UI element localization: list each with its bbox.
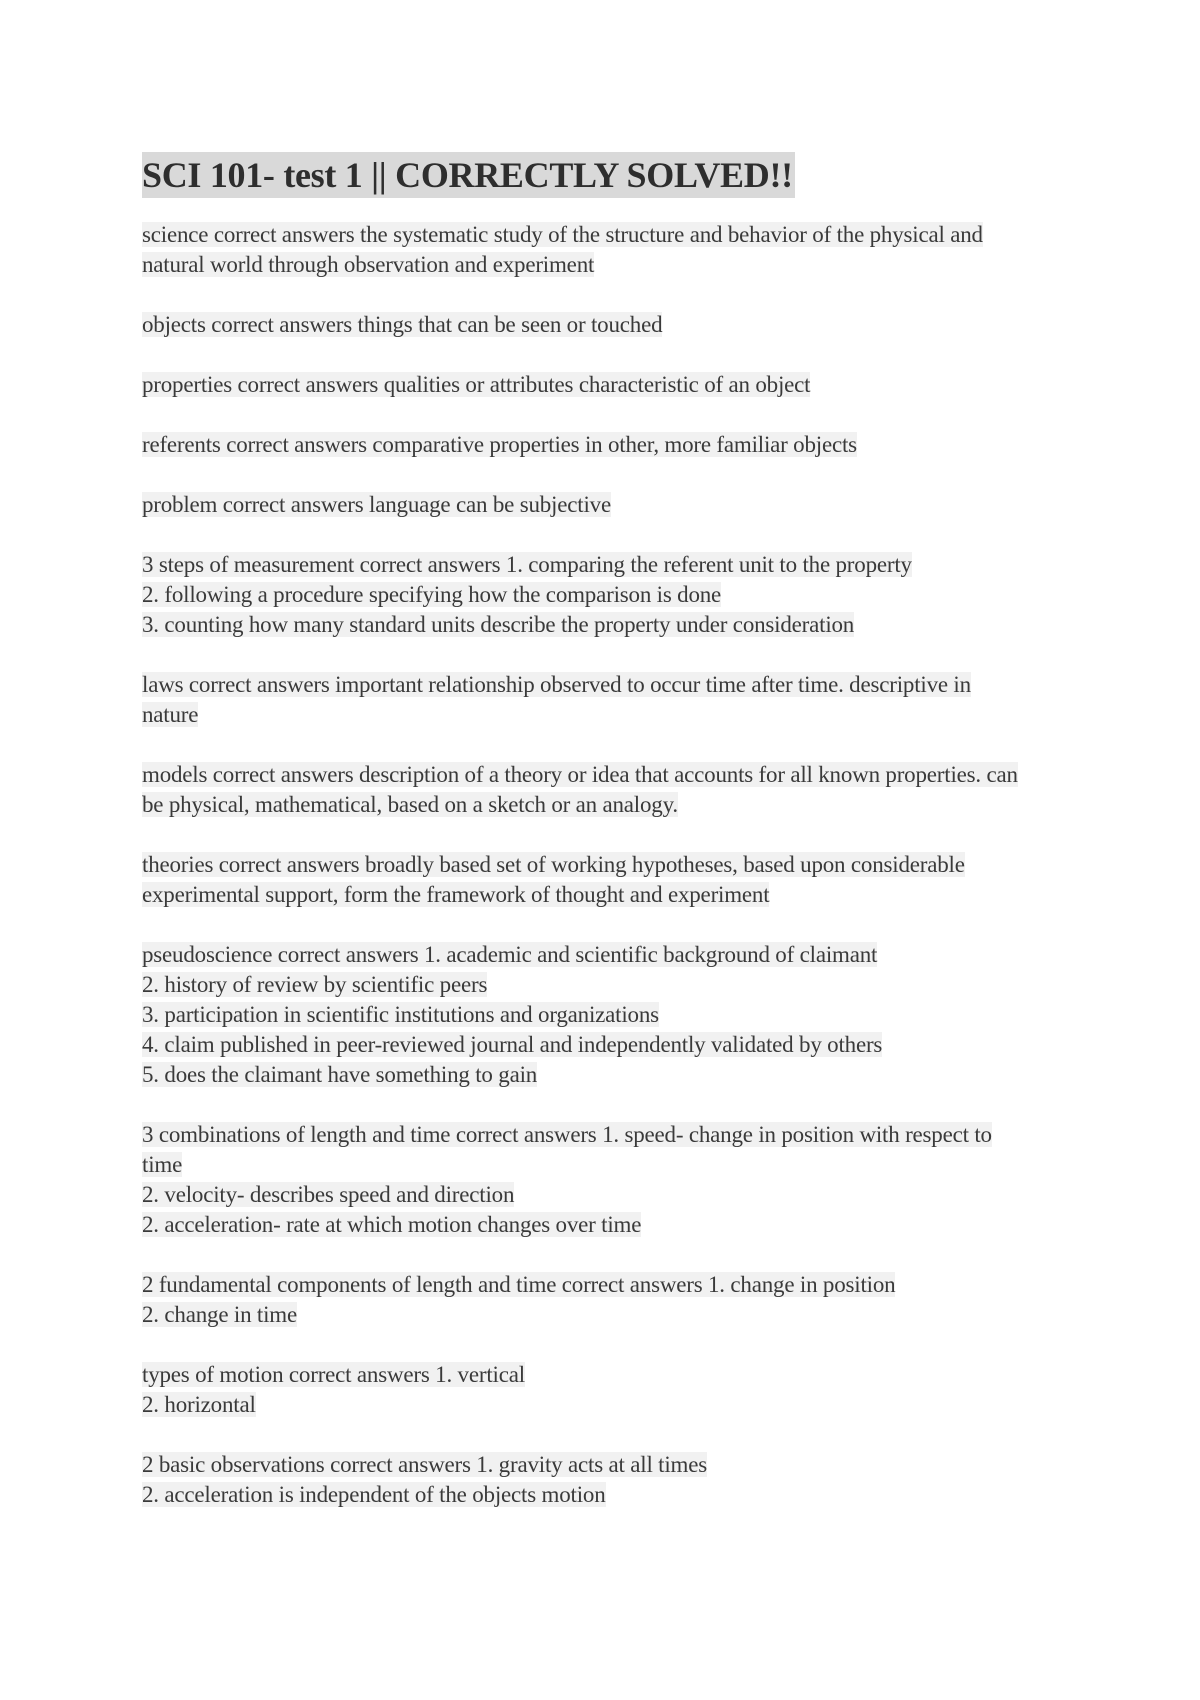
entry-line: laws correct answers important relationship observed to occur time after time. descriptive in: [142, 672, 971, 697]
entry-line: referents correct answers comparative properties in other, more familiar objects: [142, 432, 857, 457]
entry-line: experimental support, form the framework of thought and experiment: [142, 882, 770, 907]
entry-line: 2. acceleration is independent of the objects motion: [142, 1482, 606, 1507]
qa-entry-objects: [142, 310, 1072, 340]
qa-entry-models: [142, 760, 1072, 820]
entry-line: theories correct answers broadly based set of working hypotheses, based upon considerable: [142, 852, 965, 877]
entry-line: 2. history of review by scientific peers: [142, 972, 488, 997]
entry-line: models correct answers description of a theory or idea that accounts for all known properties. can: [142, 762, 1018, 787]
qa-entry-pseudoscience: [142, 940, 1072, 1090]
qa-entry-types-of-motion: [142, 1360, 1072, 1420]
qa-entry-length-time-combinations: [142, 1120, 1072, 1240]
entry-line: 3 steps of measurement correct answers 1. comparing the referent unit to the property: [142, 552, 912, 577]
entry-line: 3. counting how many standard units describe the property under consideration: [142, 612, 855, 637]
entry-line: 4. claim published in peer-reviewed journal and independently validated by others: [142, 1032, 883, 1057]
entry-line: properties correct answers qualities or attributes characteristic of an object: [142, 372, 811, 397]
entry-line: objects correct answers things that can be seen or touched: [142, 312, 663, 337]
entry-line: 2 basic observations correct answers 1. gravity acts at all times: [142, 1452, 708, 1477]
entry-line: types of motion correct answers 1. vertical: [142, 1362, 525, 1387]
qa-entry-science: [142, 220, 1072, 280]
entry-line: 2. horizontal: [142, 1392, 256, 1417]
entry-line: pseudoscience correct answers 1. academic and scientific background of claimant: [142, 942, 878, 967]
entry-line: 2. acceleration- rate at which motion changes over time: [142, 1212, 642, 1237]
entry-line: 2 fundamental components of length and time correct answers 1. change in position: [142, 1272, 896, 1297]
entry-line: time: [142, 1152, 183, 1177]
document-page: [142, 152, 1072, 1540]
qa-entry-basic-observations: [142, 1450, 1072, 1510]
qa-entry-theories: [142, 850, 1072, 910]
qa-entry-referents: [142, 430, 1072, 460]
entry-line: 2. change in time: [142, 1302, 297, 1327]
entry-line: 2. velocity- describes speed and direction: [142, 1182, 515, 1207]
qa-entry-problem: [142, 490, 1072, 520]
entry-line: natural world through observation and experiment: [142, 252, 595, 277]
entry-line: 3. participation in scientific institutions and organizations: [142, 1002, 659, 1027]
entry-line: 3 combinations of length and time correct answers 1. speed- change in position with respect to: [142, 1122, 992, 1147]
qa-entry-properties: [142, 370, 1072, 400]
qa-entry-laws: [142, 670, 1072, 730]
document-title: SCI 101- test 1 || CORRECTLY SOLVED!!: [142, 152, 795, 198]
qa-entry-measurement: [142, 550, 1072, 640]
qa-entry-fundamental-components: [142, 1270, 1072, 1330]
entry-line: science correct answers the systematic study of the structure and behavior of the physical and: [142, 222, 983, 247]
entry-line: problem correct answers language can be subjective: [142, 492, 611, 517]
entry-line: 5. does the claimant have something to gain: [142, 1062, 538, 1087]
entry-line: nature: [142, 702, 199, 727]
entry-line: 2. following a procedure specifying how the comparison is done: [142, 582, 722, 607]
entry-line: be physical, mathematical, based on a sketch or an analogy.: [142, 792, 678, 817]
